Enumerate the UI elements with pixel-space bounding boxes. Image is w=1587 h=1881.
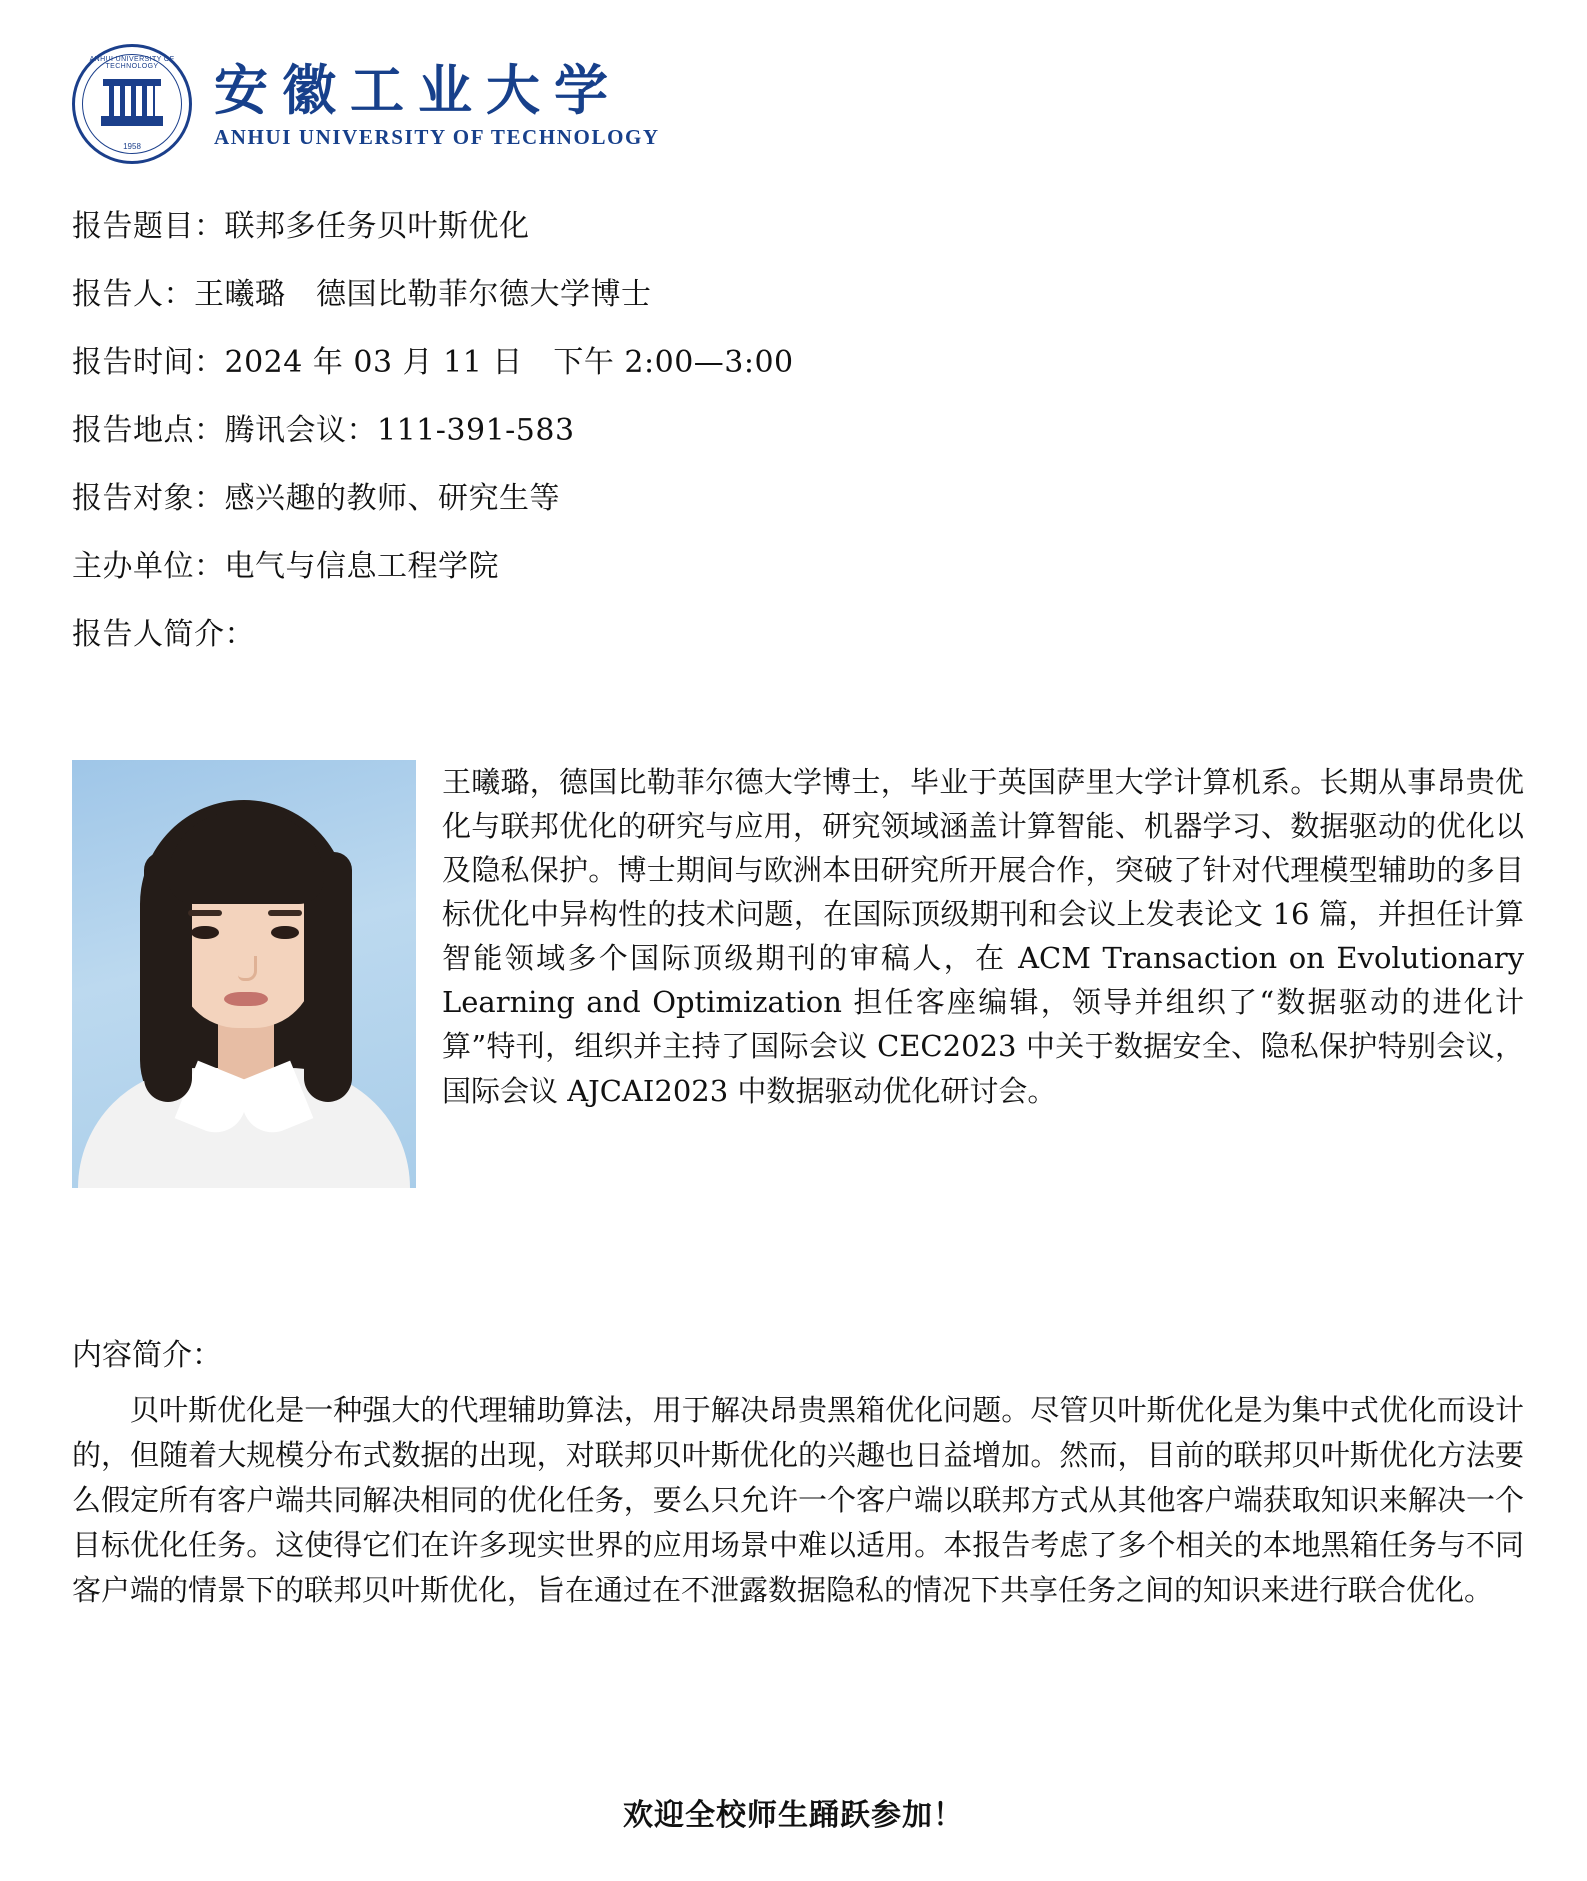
- lecture-audience-line: 报告对象：感兴趣的教师、研究生等: [72, 481, 560, 516]
- crest-columns-shape: [109, 86, 155, 116]
- abstract-text: 贝叶斯优化是一种强大的代理辅助算法，用于解决昂贵黑箱优化问题。尽管贝叶斯优化是为集中式优化而设计的，但随着大规模分布式数据的出现，对联邦贝叶斯优化的兴趣也日益增加。然而，目前的联邦贝叶斯优化方法要么假定所有客户端共同解决相同的优化任务，要么只允许一个客户端以联邦方式从其他客户端获取知识来解决一个目标优化任务。这使得它们在许多现实世界的应用场景中难以适用。本报告考虑了多个相关的本地黑箱任务与不同客户端的情景下的联邦贝叶斯优化，旨在通过在不泄露数据隐私的情况下共享任务之间的知识来进行联合优化。: [72, 1393, 1524, 1607]
- portrait-nose: [238, 956, 257, 981]
- crest-bottom-text: 1958: [123, 142, 141, 151]
- crest-emblem: [101, 76, 163, 132]
- lecture-time-line: 报告时间：2024 年 03 月 11 日 下午 2:00—3:00: [72, 345, 794, 380]
- portrait-eye-left: [191, 926, 219, 939]
- crest-roof-shape: [103, 79, 161, 86]
- speaker-bio-text: 王曦璐，德国比勒菲尔德大学博士，毕业于英国萨里大学计算机系。长期从事昂贵优化与联邦优化的研究与应用，研究领域涵盖计算智能、机器学习、数据驱动的优化以及隐私保护。博士期间与欧洲本田研究所开展合作，突破了针对代理模型辅助的多目标优化中异构性的技术问题，在国际顶级期刊和会议上发表论文 16 篇，并担任计算智能领域多个国际顶级期刊的审稿人，在 ACM Transaction on Evolutionary Learning and Optimization 担任客座编辑，领导并组织了“数据驱动的进化计算”特刊，组织并主持了国际会议 CEC2023 中关于数据安全、隐私保护特别会议，国际会议 AJCAI2023 中数据驱动优化研讨会。: [442, 765, 1524, 1108]
- lecture-organizer-line: 主办单位：电气与信息工程学院: [72, 549, 499, 584]
- portrait-brow-left: [188, 910, 222, 916]
- crest-base-shape: [101, 116, 163, 126]
- speaker-bio-label: 报告人简介：: [72, 617, 255, 652]
- welcome-note: 欢迎全校师生踊跃参加！: [623, 1798, 964, 1833]
- portrait-eye-right: [271, 926, 299, 939]
- lecture-place-line: 报告地点：腾讯会议：111-391-583: [72, 413, 575, 448]
- portrait-brow-right: [268, 910, 302, 916]
- speaker-bio-section: [72, 760, 1524, 1194]
- abstract-label: 内容简介：: [72, 1338, 222, 1373]
- university-name-en: ANHUI UNIVERSITY OF TECHNOLOGY: [214, 124, 660, 149]
- lecture-title-line: 报告题目：联邦多任务贝叶斯优化: [72, 209, 530, 244]
- university-crest-icon: [72, 44, 192, 164]
- university-header: [72, 44, 660, 164]
- portrait-mouth: [224, 992, 268, 1006]
- crest-top-text: ANHUI UNIVERSITY OF TECHNOLOGY: [89, 56, 175, 70]
- university-names: [214, 58, 660, 150]
- abstract-section: [72, 1330, 1524, 1613]
- speaker-portrait-photo: [72, 760, 416, 1188]
- lecture-info-block: [72, 209, 1522, 688]
- lecture-speaker-line: 报告人：王曦璐 德国比勒菲尔德大学博士: [72, 277, 652, 312]
- university-name-cn: 安徽工业大学: [214, 58, 622, 123]
